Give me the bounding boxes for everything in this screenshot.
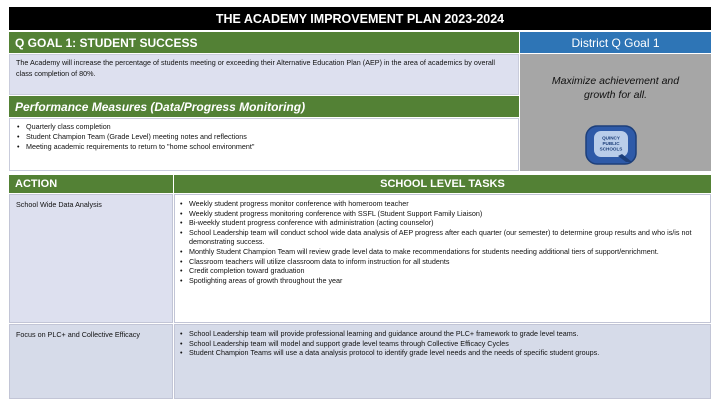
logo-text-line: SCHOOLS <box>599 146 623 152</box>
list-item: • Bi-weekly student progress conference with administration (acting counselor) <box>179 218 706 228</box>
quincy-public-schools-logo <box>584 124 638 166</box>
district-goal-header: District Q Goal 1 <box>520 32 711 53</box>
list-item: • Quarterly class completion <box>16 122 512 132</box>
list-item: • Spotlighting areas of growth throughout the year <box>179 276 706 286</box>
logo-text-line: QUINCY <box>602 135 620 141</box>
action-cell-data-analysis: School Wide Data Analysis <box>9 194 173 323</box>
list-item: • Meeting academic requirements to return to "home school environment" <box>16 142 512 152</box>
tasks-column-header: SCHOOL LEVEL TASKS <box>174 175 711 193</box>
list-item: • Student Champion Teams will use a data analysis protocol to identify grade level needs and the needs of specific student groups. <box>179 348 706 358</box>
goal-header: Q GOAL 1: STUDENT SUCCESS <box>9 32 519 53</box>
goal-description: The Academy will increase the percentage of students meeting or exceeding their Alternative Education Plan (AEP) in the area of academics by overall class completion of 80%. <box>9 54 519 95</box>
tasks-cell-plc-efficacy <box>174 324 711 399</box>
performance-measures-list <box>9 118 519 171</box>
action-cell-plc-efficacy: Focus on PLC+ and Collective Efficacy <box>9 324 173 399</box>
page-title: THE ACADEMY IMPROVEMENT PLAN 2023-2024 <box>9 7 711 30</box>
list-item: • Student Champion Team (Grade Level) meeting notes and reflections <box>16 132 512 142</box>
list-item: • Weekly student progress monitoring conference with SSFL (Student Support Family Liaison) <box>179 209 706 219</box>
list-item: • Weekly student progress monitor conference with homeroom teacher <box>179 199 706 209</box>
list-item: • School Leadership team will provide professional learning and guidance around the PLC+ framework to grade level teams. <box>179 329 706 339</box>
list-item: • Credit completion toward graduation <box>179 266 706 276</box>
list-item: • Classroom teachers will utilize classroom data to inform instruction for all students <box>179 257 706 267</box>
action-column-header: ACTION <box>9 175 173 193</box>
list-item: • School Leadership team will model and support grade level teams through Collective Efficacy Cycles <box>179 339 706 349</box>
logo-text-line: PUBLIC <box>602 141 620 146</box>
district-goal-text: Maximize achievement and growth for all. <box>551 75 680 101</box>
list-item: • School Leadership team will conduct school wide data analysis of AEP progress after each quarter (our semester) to determine group results and who is/is not demonstrating success. <box>179 228 706 247</box>
list-item: • Monthly Student Champion Team will review grade level data to make recommendations for students needing additional tiers of support/enrichment. <box>179 247 706 257</box>
district-goal-box <box>520 54 711 171</box>
tasks-cell-data-analysis <box>174 194 711 323</box>
performance-measures-header: Performance Measures (Data/Progress Monitoring) <box>9 96 519 117</box>
